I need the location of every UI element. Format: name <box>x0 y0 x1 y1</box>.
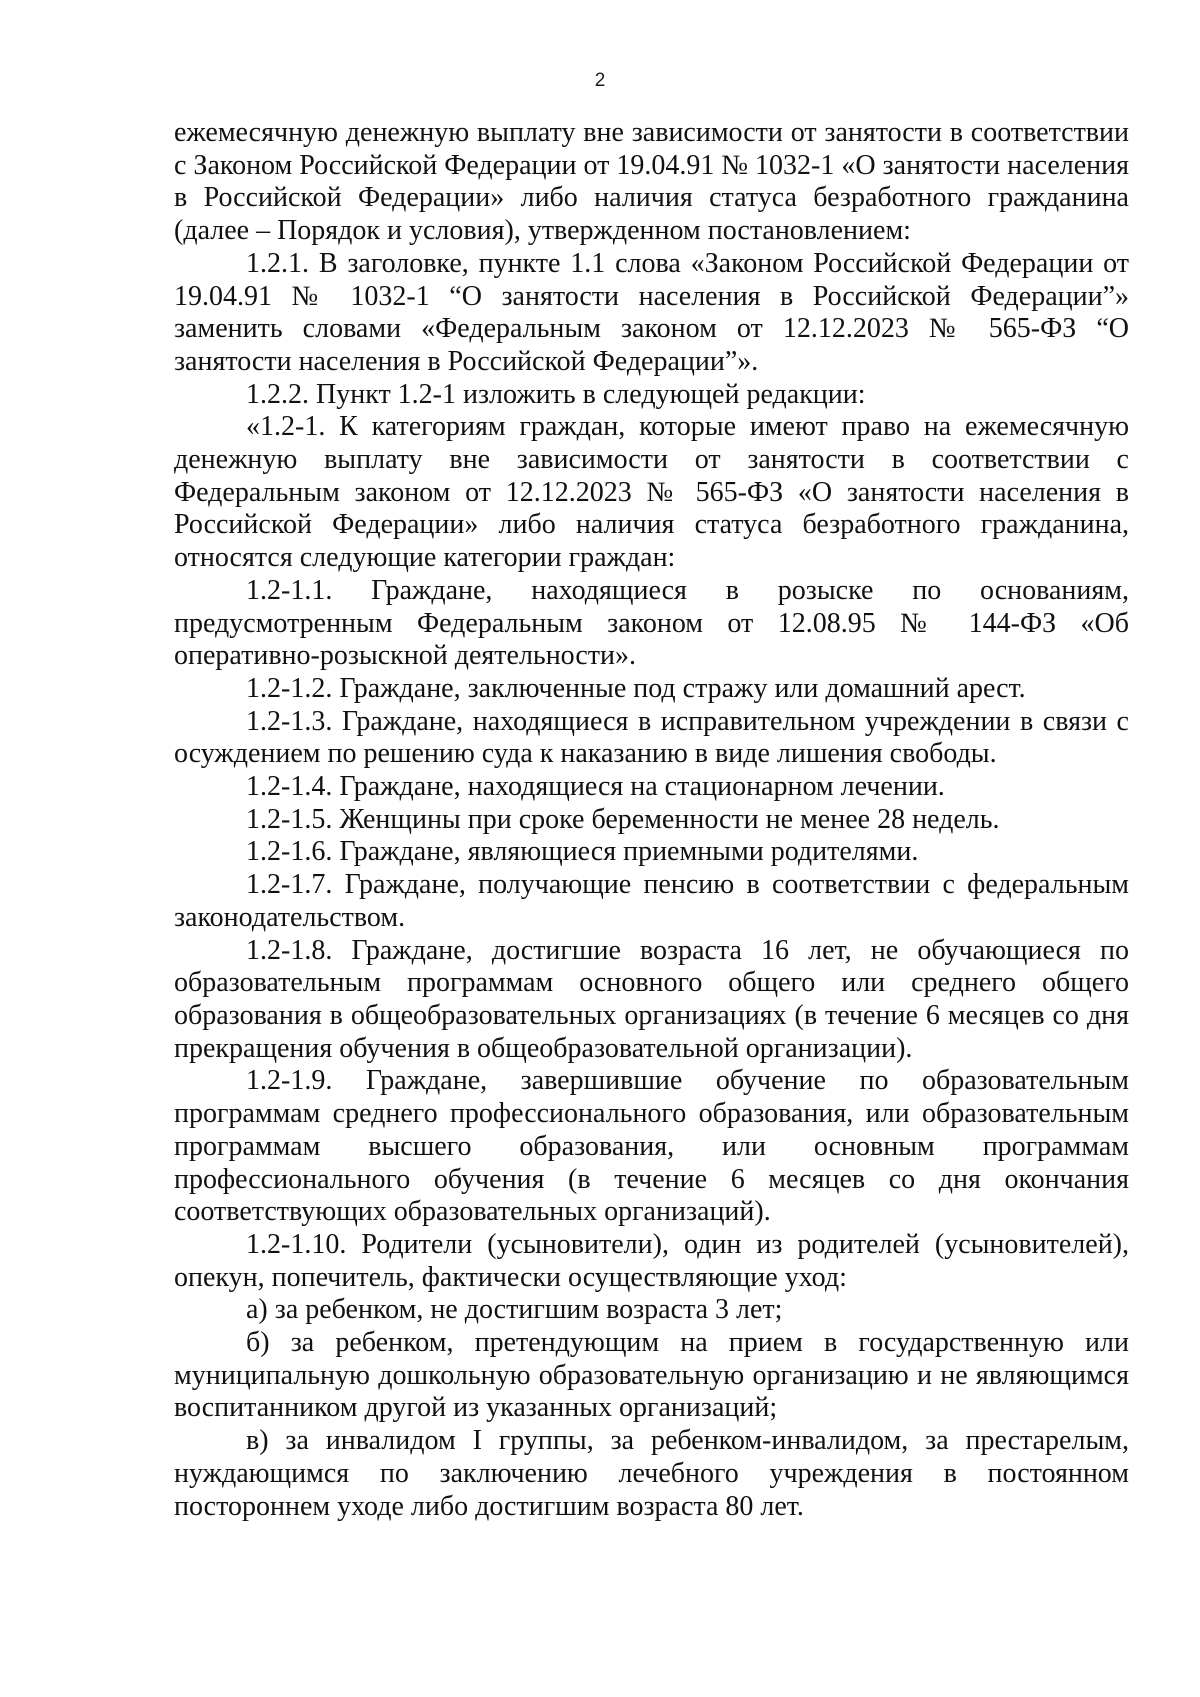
paragraph-1-2-1-10: 1.2-1.10. Родители (усыновители), один из родителей (усыновителей), опекун, попечитель, фактически осуществляющие уход: <box>174 1228 1129 1293</box>
subitem-v: в) за инвалидом I группы, за ребенком-инвалидом, за престарелым, нуждающимся по заключению лечебного учреждения в постоянном постороннем уходе либо достигшим возраста 80 лет. <box>174 1425 1129 1522</box>
paragraph-1-2-1-2: 1.2-1.2. Граждане, заключенные под стражу или домашний арест. <box>246 672 1026 704</box>
paragraph-1-2-1-1: 1.2-1.1. Граждане, находящиеся в розыске по основаниям, предусмотренным Федеральным законом от 12.08.95 № 144-ФЗ «Об оперативно-розыскной деятельности». <box>174 574 1129 672</box>
paragraph-1-2-1-7: 1.2-1.7. Граждане, получающие пенсию в соответствии с федеральным законодательством. <box>174 869 1129 933</box>
paragraph-1-2-1-8: 1.2-1.8. Граждане, достигшие возраста 16 лет, не обучающиеся по образовательным программам основного общего или среднего общего образования в общеобразовательных организациях (в течение 6 месяцев со дня прекращения обучения в общеобразовательной организации). <box>174 934 1129 1064</box>
paragraph-1-2-1-9: 1.2-1.9. Граждане, завершившие обучение по образовательным программам среднего профессионального образования, или образовательным программам высшего образования, или основным программам профессионального обучения (в течение 6 месяцев со дня окончания соответствующих образовательных организаций). <box>174 1065 1129 1228</box>
paragraph-1-2-2: 1.2.2. Пункт 1.2-1 изложить в следующей редакции: <box>246 378 866 410</box>
paragraph-1-2-1: 1.2.1. В заголовке, пункте 1.1 слова «Законом Российской Федерации от 19.04.91 № 1032-1 “О занятости населения в Российской Федерации”» заменить словами «Федеральным законом от 12.12.2023 № 565-ФЗ “О занятости населения в Российской Федерации”». <box>174 247 1129 377</box>
paragraph-1-2-1-6: 1.2-1.6. Граждане, являющиеся приемными родителями. <box>246 836 919 868</box>
subitem-b: б) за ребенком, претендующим на прием в государственную или муниципальную дошкольную образовательную организацию и не являющимся воспитанником другой из указанных организаций; <box>174 1327 1129 1424</box>
paragraph-1-2-1-intro: «1.2-1. К категориям граждан, которые имеют право на ежемесячную денежную выплату вне зависимости от занятости в соответствии с Федеральным законом от 12.12.2023 № 565-ФЗ «О занятости населения в Российской Федерации» либо наличия статуса безработного гражданина, относятся следующие категории граждан: <box>174 411 1129 574</box>
paragraph-1-2-1-5: 1.2-1.5. Женщины при сроке беременности не менее 28 недель. <box>246 803 1000 835</box>
subitem-a: а) за ребенком, не достигшим возраста 3 лет; <box>246 1294 783 1326</box>
paragraph-continuation: ежемесячную денежную выплату вне зависимости от занятости в соответствии с Законом Российской Федерации от 19.04.91 № 1032-1 «О занятости населения в Российской Федерации» либо наличия статуса безработного гражданина (далее – Порядок и условия), утвержденном постановлением: <box>174 117 1130 247</box>
page-number: 2 <box>594 70 606 91</box>
paragraph-1-2-1-3: 1.2-1.3. Граждане, находящиеся в исправительном учреждении в связи с осуждением по решению суда к наказанию в виде лишения свободы. <box>174 705 1129 770</box>
document-body <box>174 117 1129 1523</box>
paragraph-1-2-1-4: 1.2-1.4. Граждане, находящиеся на стационарном лечении. <box>246 771 945 803</box>
